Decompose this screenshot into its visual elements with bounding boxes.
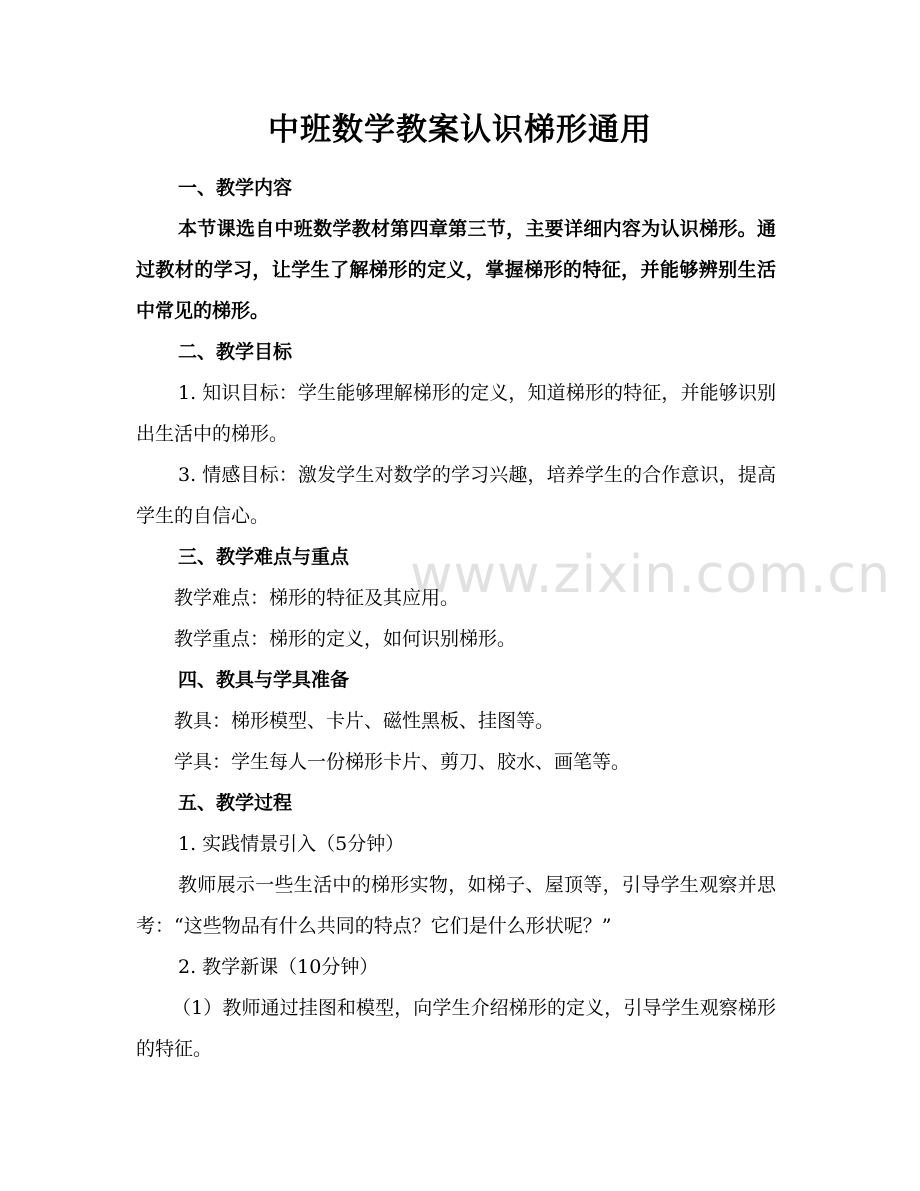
paragraph-knowledge-goal: 1. 知识目标：学生能够理解梯形的定义，知道梯形的特征，并能够识别出生活中的梯形。 <box>136 382 776 445</box>
paragraph-key-point: 教学重点：梯形的定义，如何识别梯形。 <box>174 628 517 650</box>
paragraph-teaching-aids: 教具：梯形模型、卡片、磁性黑板、挂图等。 <box>174 710 555 732</box>
section-heading-materials: 四、教具与学具准备 <box>178 669 350 691</box>
section-heading-difficulties: 三、教学难点与重点 <box>178 546 350 568</box>
paragraph-step-2-detail: （1）教师通过挂图和模型，向学生介绍梯形的定义，引导学生观察梯形的特征。 <box>136 997 776 1060</box>
paragraph-step-2: 2. 教学新课（10分钟） <box>178 956 379 978</box>
paragraph-emotion-goal: 3. 情感目标：激发学生对数学的学习兴趣，培养学生的合作意识，提高学生的自信心。 <box>136 464 776 527</box>
paragraph-content-intro: 本节课选自中班数学教材第四章第三节，主要详细内容为认识梯形。通过教材的学习，让学生了解梯形的定义，掌握梯形的特征，并能够辨别生活中常见的梯形。 <box>136 218 776 322</box>
document-body <box>136 168 776 1070</box>
paragraph-step-1-detail: 教师展示一些生活中的梯形实物，如梯子、屋顶等，引导学生观察并思考：“这些物品有什么共同的特点？它们是什么形状呢？” <box>136 874 776 937</box>
document-title: 中班数学教案认识梯形通用 <box>268 112 652 148</box>
watermark: www.zixin.com.cn <box>410 545 891 605</box>
paragraph-step-1: 1. 实践情景引入（5分钟） <box>178 833 405 855</box>
section-heading-process: 五、教学过程 <box>178 792 293 814</box>
paragraph-difficulty: 教学难点：梯形的特征及其应用。 <box>174 587 460 609</box>
paragraph-learning-aids: 学具：学生每人一份梯形卡片、剪刀、胶水、画笔等。 <box>174 751 631 773</box>
section-heading-objectives: 二、教学目标 <box>178 341 293 363</box>
section-heading-content: 一、教学内容 <box>178 177 293 199</box>
